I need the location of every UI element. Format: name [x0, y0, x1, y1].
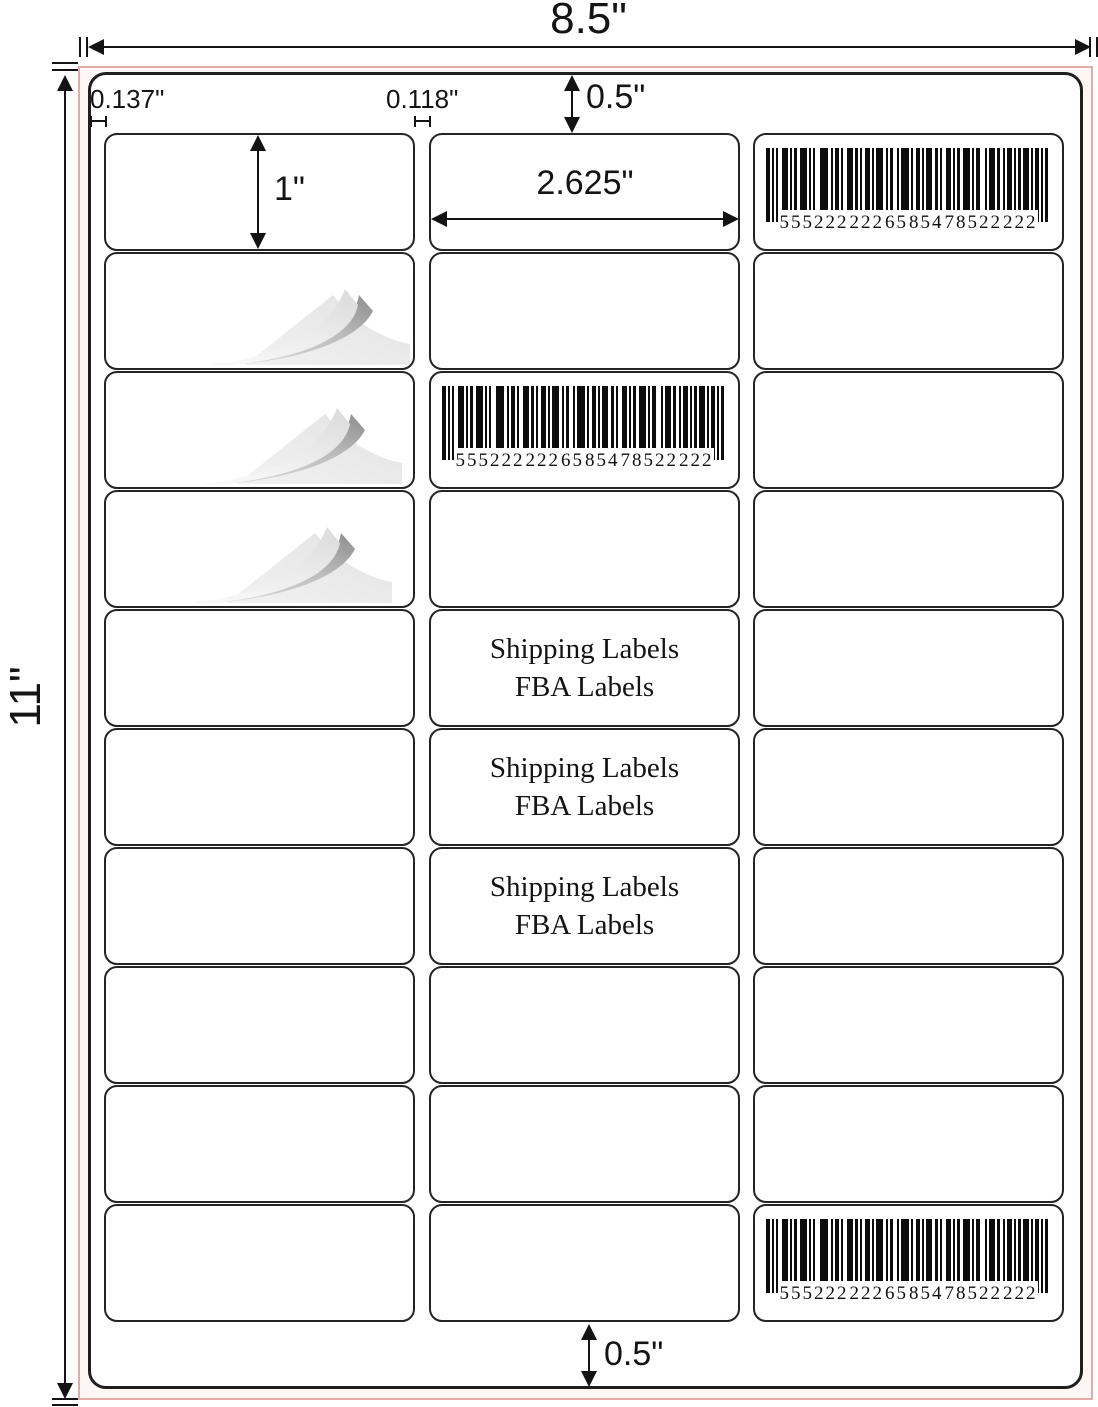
- label-sample-text: [431, 730, 738, 844]
- barcode-digit-group: 555222: [779, 212, 849, 233]
- barcode: [766, 1219, 1052, 1315]
- sheet-width-dim-arrow: [90, 46, 1089, 48]
- peel-corner-graphic: [187, 519, 393, 605]
- barcode-digit-group: 555222: [779, 1283, 849, 1304]
- label-text-line2: FBA Labels: [514, 790, 655, 822]
- label-cell: [429, 371, 740, 489]
- dim-tick: [52, 1404, 78, 1406]
- dim-tick: [86, 37, 88, 57]
- left-margin-dim-label: 0.137": [90, 84, 165, 114]
- sheet-width-dim-label: 8.5": [550, 0, 627, 43]
- column-gap-dim-label: 0.118": [386, 84, 459, 114]
- barcode-digits: [780, 1281, 1038, 1305]
- label-sample-text: [431, 611, 738, 725]
- barcode-digit-group: 222: [525, 450, 560, 471]
- label-cell: [429, 966, 740, 1084]
- peel-corner-graphic: [197, 400, 403, 486]
- peeling-label-corner: [187, 519, 393, 605]
- label-cell: [104, 1204, 415, 1322]
- label-cell: [104, 133, 415, 251]
- label-cell: [753, 1085, 1064, 1203]
- barcode-digit-group: 854: [909, 1283, 944, 1304]
- label-cell: [429, 1204, 740, 1322]
- label-text-line1: Shipping Labels: [489, 751, 680, 784]
- label-cell: [753, 847, 1064, 965]
- sheet-height-dim-arrow: [64, 77, 66, 1397]
- label-cell: [429, 1085, 740, 1203]
- sheet-height-dim-label: 11": [1, 666, 50, 728]
- label-cell: [429, 847, 740, 965]
- top-margin-dim-label: 0.5": [586, 78, 646, 116]
- label-cell: [753, 133, 1064, 251]
- barcode: [766, 148, 1052, 244]
- peeling-label-corner: [197, 400, 403, 486]
- label-cell: [429, 728, 740, 846]
- label-cell: [429, 490, 740, 608]
- paper-sheet: [78, 66, 1093, 1400]
- barcode-digits: [456, 448, 714, 472]
- dim-tick: [1089, 37, 1091, 57]
- label-cell: [104, 252, 415, 370]
- label-text-line1: Shipping Labels: [489, 870, 680, 903]
- label-cell: [104, 490, 415, 608]
- barcode-digit-group: 65: [561, 450, 584, 471]
- barcode-digit-group: 222: [679, 450, 714, 471]
- barcode-digit-group: 78522: [944, 1283, 1002, 1304]
- label-cell: [753, 490, 1064, 608]
- label-cell: [104, 1085, 415, 1203]
- label-sample-text: [431, 849, 738, 963]
- barcode-digit-group: 555222: [455, 450, 525, 471]
- label-width-dim-label: 2.625": [536, 164, 634, 202]
- label-cell: [753, 966, 1064, 1084]
- label-cell: [429, 133, 740, 251]
- label-cell: [429, 609, 740, 727]
- peeling-label-corner: [205, 281, 411, 367]
- label-text-line2: FBA Labels: [514, 909, 655, 941]
- barcode-digit-group: 222: [1003, 212, 1038, 233]
- barcode-digit-group: 78522: [620, 450, 678, 471]
- label-cell: [753, 609, 1064, 727]
- barcode-digit-group: 854: [585, 450, 620, 471]
- barcode: [442, 386, 728, 482]
- barcode-digit-group: 854: [909, 212, 944, 233]
- label-cell: [104, 371, 415, 489]
- label-cell: [104, 966, 415, 1084]
- peel-corner-graphic: [205, 281, 411, 367]
- label-cell: [104, 609, 415, 727]
- label-cell: [753, 1204, 1064, 1322]
- label-cell: [104, 728, 415, 846]
- label-grid: [88, 72, 1083, 1389]
- barcode-digit-group: 222: [849, 212, 884, 233]
- barcode-digit-group: 65: [885, 212, 908, 233]
- label-cell: [104, 847, 415, 965]
- barcode-digits: [780, 210, 1038, 234]
- label-cell: [429, 252, 740, 370]
- label-cell: [753, 371, 1064, 489]
- label-text-line1: Shipping Labels: [489, 632, 680, 665]
- dim-tick: [52, 62, 78, 64]
- dim-tick: [52, 1398, 78, 1400]
- label-cell: [753, 728, 1064, 846]
- dim-tick: [52, 69, 78, 71]
- barcode-digit-group: 222: [1003, 1283, 1038, 1304]
- label-text-line2: FBA Labels: [514, 671, 655, 703]
- barcode-digit-group: 222: [849, 1283, 884, 1304]
- dim-tick: [79, 37, 81, 57]
- label-cell: [753, 252, 1064, 370]
- bottom-margin-dim-label: 0.5": [604, 1335, 664, 1373]
- label-height-dim-label: 1": [274, 170, 305, 208]
- barcode-digit-group: 65: [885, 1283, 908, 1304]
- barcode-digit-group: 78522: [944, 212, 1002, 233]
